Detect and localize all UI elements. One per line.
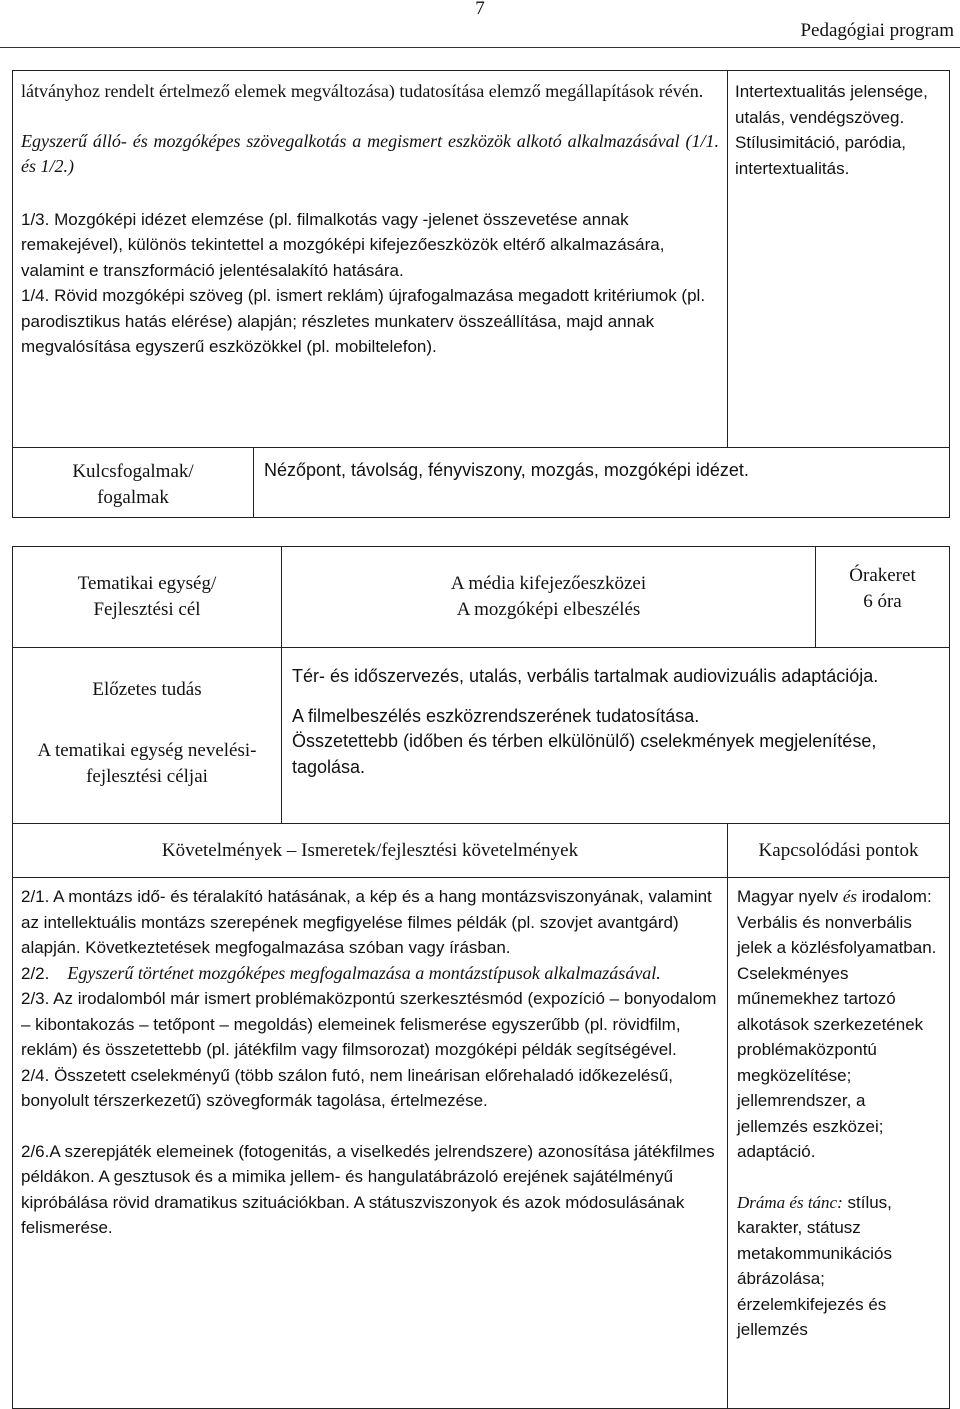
prior-text: Tér- és időszervezés, utalás, verbális tartalmak audiovizuális adaptációja. [292, 666, 879, 686]
unit-title-cell [282, 547, 816, 648]
link-2-label: Dráma és tánc: [737, 1192, 843, 1212]
link-1-text: Verbális és nonverbális jelek a közlésfolyamatban. Cselekményes műnemekhez tartozó alkotások szerkezetének problémaközpontú megközelítése; jellemrendszer, a jellemzés eszközei; adaptáció. [737, 912, 937, 1161]
req-body-cell [13, 878, 728, 1409]
hours-value: 6 óra [863, 591, 902, 612]
prior-label: Előzetes tudás [92, 679, 202, 700]
goals-text-1: A filmelbeszélés eszközrendszerének tudatosítása. [292, 705, 700, 726]
prior-goals-text-cell [282, 648, 950, 824]
content-cell [13, 71, 728, 448]
unit-title-line2: A mozgóképi elbeszélés [456, 599, 641, 620]
req-header: Követelmények – Ismeretek/fejlesztési követelmények [161, 839, 579, 861]
goals-label: A tematikai egység nevelési-fejlesztési céljai [37, 740, 257, 787]
side-text: Intertextualitás jelensége, utalás, vendégszöveg. Stílusimitáció, paródia, intertextualitás. [735, 82, 928, 178]
unit-label: Tematikai egység/ Fejlesztési cél [77, 573, 217, 620]
links-header: Kapcsolódási pontok [758, 839, 919, 861]
req-2-2 [21, 961, 719, 987]
req-2-3: 2/3. Az irodalomból már ismert problémaközpontú szerkesztésmód (expozíció – bonyodalom – kibontakozás – tetőpont – megoldás) elemeinek felismerése egyszerűbb (pl. rövidfilm, reklám) és összetettebb (pl. játékfilm vagy filmsorozat) mozgóképi példák segítségével. [21, 989, 717, 1059]
key-text: Nézőpont, távolság, fényviszony, mozgás, mozgóképi idézet. [264, 460, 749, 480]
req-header-cell [13, 824, 728, 878]
goals-text-2: Összetettebb (időben és térben elkülönülő) cselekmények megjelenítése, tagolása. [292, 731, 877, 777]
req-2-1: 2/1. A montázs idő- és téralakító hatásának, a kép és a hang montázsviszonyának, valamint az intellektuális montázs szerepének megfigyelése filmes példák (pl. szovjet avantgárd) alapján. Következtetések megfogalmazása szóban vagy írásban. [21, 887, 712, 957]
paragraph-creation: Egyszerű álló- és mozgóképes szövegalkotás a megismert eszközök alkotó alkalmazásával (1/1. és 1/2.) [21, 130, 719, 176]
unit-label-cell [13, 547, 282, 648]
req-2-2-text: Egyszerű történet mozgóképes megfogalmazása a montázstípusok alkalmazásával. [67, 962, 661, 983]
link-1 [737, 884, 939, 1165]
hours-label: Órakeret [849, 565, 916, 586]
key-label: Kulcsfogalmak/ fogalmak [72, 461, 194, 508]
link-2-text: stílus, karakter, státusz metakommunikációs ábrázolása; érzelemkifejezés és jellemzés [737, 1192, 892, 1339]
hours-cell [816, 547, 950, 648]
links-header-cell [728, 824, 950, 878]
key-label-cell [13, 448, 254, 518]
link-2 [737, 1190, 939, 1343]
requirements-table [12, 823, 950, 1409]
unit-table [12, 546, 950, 824]
paragraph-continuation: látványhoz rendelt értelmező elemek megváltozása) tudatosítása elemző megállapítások révén. [21, 81, 704, 101]
link-1-subject-c: irodalom: [861, 887, 932, 906]
links-body-cell [728, 878, 950, 1409]
link-1-subject-b: és [842, 887, 858, 906]
key-text-cell [254, 448, 950, 518]
link-1-subject-a: Magyar nyelv [737, 887, 839, 906]
page-number: 7 [475, 0, 485, 19]
item-1-3: 1/3. Mozgóképi idézet elemzése (pl. filmalkotás vagy -jelenet összevetése annak remakejével), különös tekintettel a mozgóképi kifejezőeszközök eltérő alkalmazására, valamint e transzformáció jelentésalakító hatására. [21, 209, 665, 280]
running-title: Pedagógiai program [800, 20, 954, 41]
req-2-4: 2/4. Összetett cselekményű (több szálon futó, nem lineárisan előrehaladó időkezelésű, bonyolult térszerkezetű) szövegformák tagolása, értelmezése. [21, 1065, 674, 1110]
req-2-2-number: 2/2. [21, 963, 50, 983]
unit-title-line1: A média kifejezőeszközei [450, 573, 647, 594]
req-2-6: 2/6.A szerepjáték elemeinek (fotogenitás, a viselkedés jelrendszere) azonosítása játékfilmes példákon. A gesztusok és a mimika jellem- és hangulatábrázoló erejének sajátélményű kipróbálása rövid dramatikus szituációkban. A státuszviszonyok és azok módosulásának felismerése. [21, 1141, 715, 1237]
header-rule [0, 47, 960, 48]
prior-goals-label-cell [13, 648, 282, 824]
side-cell [728, 71, 950, 448]
top-table [12, 70, 950, 518]
item-1-4: 1/4. Rövid mozgóképi szöveg (pl. ismert reklám) újrafogalmazása megadott kritériumok (pl. parodisztikus hatás elérése) alapján; részletes munkaterv összeállítása, majd annak megvalósítása egyszerű eszközökkel (pl. mobiltelefon). [21, 286, 706, 356]
